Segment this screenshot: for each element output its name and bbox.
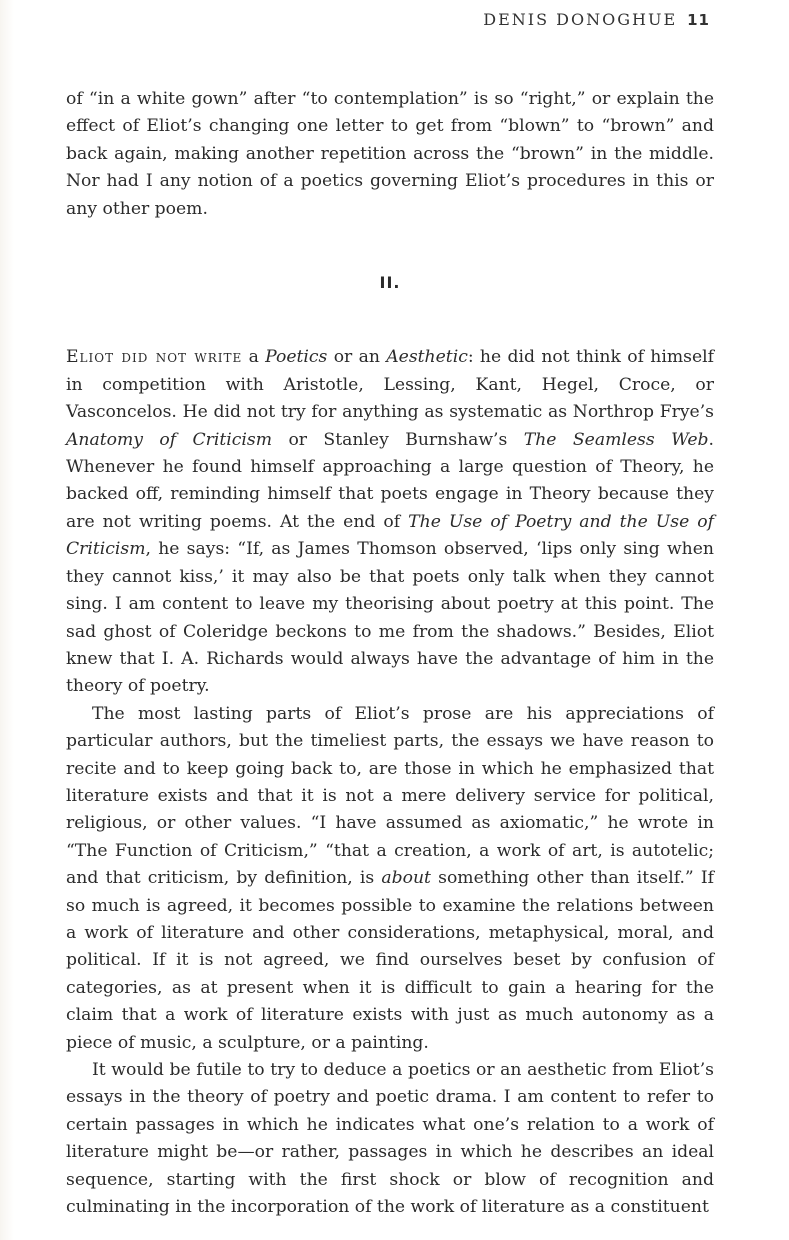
- italic-title: Aesthetic: [386, 347, 468, 368]
- paragraph-continuation: of “in a white gown” after “to contemplation” is so “right,” or explain the effect of Eliot’s changing one letter to get from “blown” to “brown” and back again, making another repetition across the “brown” in the middle. Nor had I any notion of a poetics governing Eliot’s procedures in this or any other poem.: [66, 89, 714, 219]
- italic-emphasis: about: [381, 868, 431, 889]
- running-head: [483, 10, 710, 29]
- page-number: 11: [687, 11, 710, 29]
- italic-title: Anatomy of Criticism: [66, 429, 273, 450]
- italic-title: The Use of Poetry and the Use of Criticism: [66, 511, 714, 560]
- text-run: . Whenever he found himself approaching a large question of Theory, he backed off, reminding himself that poets engage in Theory because they are not writing poems. At the end of: [66, 429, 715, 532]
- paragraph: It would be futile to try to deduce a poetics or an aesthetic from Eliot’s essays in the theory of poetry and poetic drama. I am content to refer to certain passages in which he indicates what one’s relation to a work of literature might be—or rather, passages in which he describes an ideal sequence, starting with the first shock or blow of recognition and culminating in the incorporation of the work of literature as a constituent: [66, 1060, 714, 1218]
- text-run: or an: [327, 347, 387, 368]
- text-run: a: [242, 347, 266, 368]
- opening-small-caps: Eliot did not write: [66, 347, 243, 368]
- text-run: something other than itself.” If so much is agreed, it becomes possible to examine the relations between a work of literature and other considerations, metaphysical, moral, and political. If it is not agreed, we find ourselves beset by confusion of categories, as at present when it is difficult to gain a hearing for the claim that a work of literature exists with just as much autonomy as a piece of music, a sculpture, or a painting.: [66, 868, 715, 1053]
- body-text: [66, 86, 714, 1221]
- paragraph-section-opening: [66, 344, 714, 700]
- running-head-author: DENIS DONOGHUE: [483, 10, 678, 29]
- text-run: , he says: “If, as James Thomson observed, ‘lips only sing when they cannot kiss,’ it may also be that poets only talk when they cannot sing. I am content to leave my theorising about poetry at this point. The sad ghost of Coleridge beckons to me from the shadows.” Besides, Eliot knew that I. A. Richards would always have the advantage of him in the theory of poetry.: [66, 539, 714, 697]
- text-run: The most lasting parts of Eliot’s prose are his appreciations of particular authors, but the timeliest parts, the essays we have reason to recite and to keep going back to, are those in which he emphasized that literature exists and that it is not a mere delivery service for political, religious, or other values. “I have assumed as axiomatic,” he wrote in “The Function of Criticism,” “that a creation, a work of art, is autotelic; and that criticism, by definition, is: [66, 703, 714, 889]
- text-run: : he did not think of himself in competition with Aristotle, Lessing, Kant, Hegel, Croce, or Vasconcelos. He did not try for anything as systematic as Northrop Frye’s: [66, 347, 714, 423]
- section-heading: II.: [379, 273, 401, 293]
- italic-title: Poetics: [265, 347, 328, 368]
- text-run: or Stanley Burnshaw’s: [272, 429, 524, 450]
- italic-title: The Seamless Web: [523, 429, 709, 450]
- paragraph: [66, 701, 714, 1057]
